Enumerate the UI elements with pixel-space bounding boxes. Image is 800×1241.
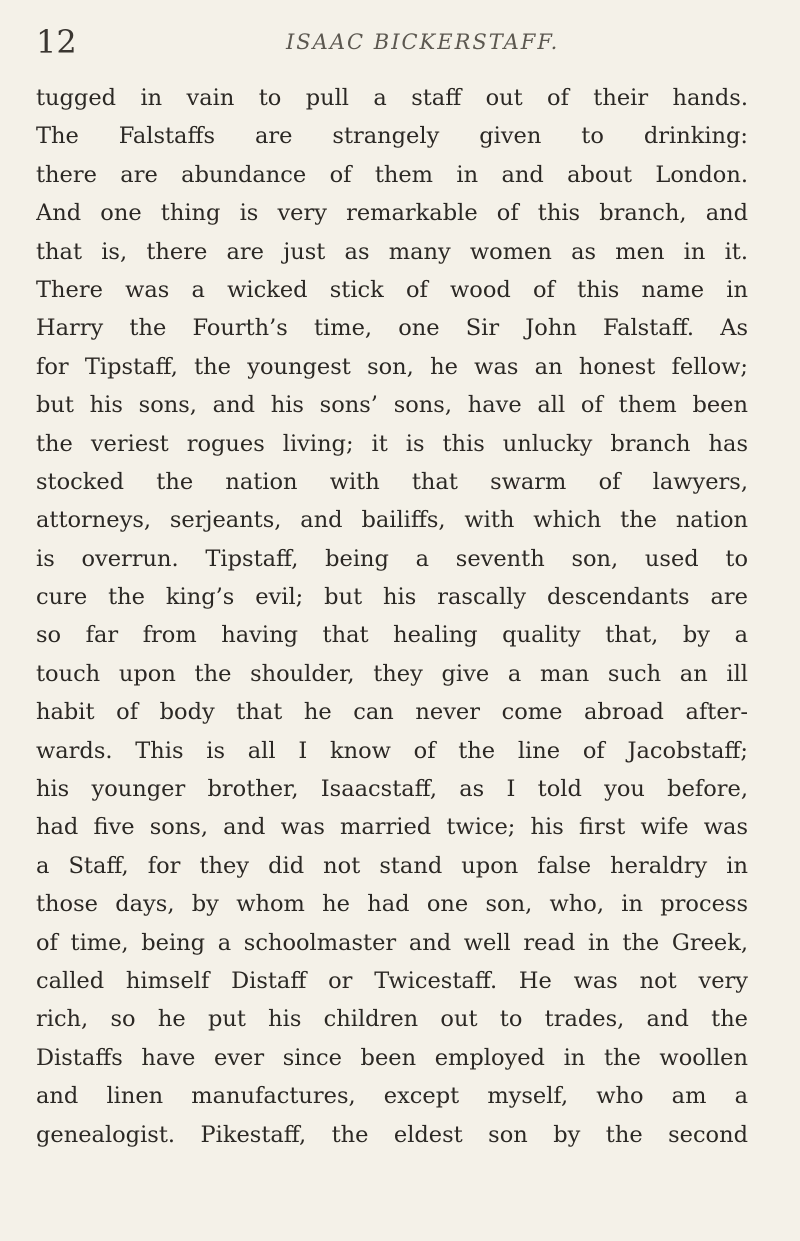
- text-line: stocked the nation with that swarm of lawyers,: [36, 468, 748, 495]
- text-line: rich, so he put his children out to trades, and the: [36, 1006, 748, 1033]
- text-line: and linen manufactures, except myself, who am a: [36, 1083, 748, 1110]
- text-line: Distaffs have ever since been employed in the woollen: [36, 1044, 748, 1071]
- text-line: wards. This is all I know of the line of Jacobstaff;: [36, 737, 748, 764]
- text-line: is overrun. Tipstaff, being a seventh son, used to: [36, 545, 748, 572]
- text-line: a Staff, for they did not stand upon false heraldry in: [36, 852, 748, 879]
- text-line: touch upon the shoulder, they give a man such an ill: [36, 660, 748, 687]
- text-line: tugged in vain to pull a staff out of their hands.: [36, 85, 748, 111]
- page-number: 12: [36, 23, 77, 61]
- text-line: those days, by whom he had one son, who, in process: [36, 891, 748, 918]
- text-line: had five sons, and was married twice; his first wife was: [36, 814, 748, 841]
- running-head: [36, 20, 756, 64]
- text-line: there are abundance of them in and about London.: [36, 161, 748, 188]
- body-text: [36, 79, 748, 1154]
- text-line: cure the king’s evil; but his rascally descendants are: [36, 584, 748, 611]
- text-line: the veriest rogues living; it is this unlucky branch has: [36, 430, 748, 457]
- text-line: genealogist. Pikestaff, the eldest son by the second: [36, 1121, 748, 1148]
- text-line: Harry the Fourth’s time, one Sir John Falstaff. As: [36, 315, 748, 342]
- text-line: And one thing is very remarkable of this branch, and: [36, 200, 748, 227]
- text-line: of time, being a schoolmaster and well read in the Greek,: [36, 929, 748, 956]
- text-line: habit of body that he can never come abroad after-: [36, 699, 748, 726]
- text-line: his younger brother, Isaacstaff, as I told you before,: [36, 776, 748, 803]
- text-line: for Tipstaff, the youngest son, he was an honest fellow;: [36, 353, 748, 380]
- text-line: so far from having that healing quality that, by a: [36, 622, 748, 649]
- text-line: There was a wicked stick of wood of this name in: [36, 276, 748, 303]
- running-title: ISAAC BICKERSTAFF.: [286, 30, 560, 54]
- text-line: that is, there are just as many women as men in it.: [36, 238, 748, 265]
- text-line: The Falstaffs are strangely given to drinking:: [36, 123, 748, 150]
- text-line: called himself Distaff or Twicestaff. He was not very: [36, 967, 748, 994]
- text-line: attorneys, serjeants, and bailiffs, with which the nation: [36, 507, 748, 534]
- text-line: but his sons, and his sons’ sons, have all of them been: [36, 392, 748, 419]
